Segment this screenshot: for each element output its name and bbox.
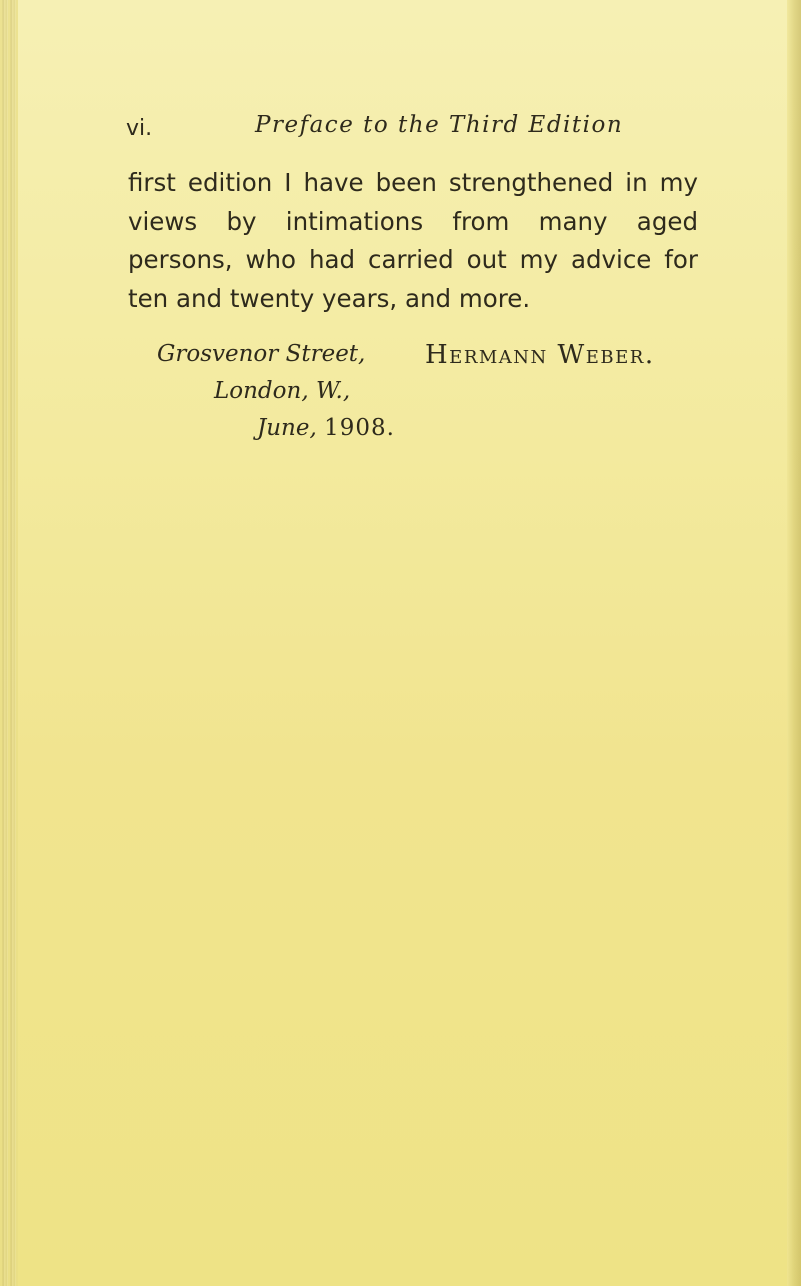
address-city: London, W., — [214, 378, 351, 404]
page-edge-right — [787, 0, 801, 1286]
page-edge-left — [0, 0, 18, 1286]
date-month: June, — [257, 415, 317, 441]
body-paragraph: first edition I have been strengthened in my views by intimations from many aged persons, who had carried out my advice for ten and twenty years, and more. — [128, 168, 698, 313]
date-year: 1908. — [324, 415, 395, 441]
page-number: vi. — [126, 116, 153, 141]
author-signature: Hermann Weber. — [425, 340, 655, 370]
running-title: Preface to the Third Edition — [255, 112, 624, 138]
address-date — [257, 415, 395, 441]
running-head — [126, 112, 726, 148]
address-street: Grosvenor Street, — [157, 341, 366, 367]
